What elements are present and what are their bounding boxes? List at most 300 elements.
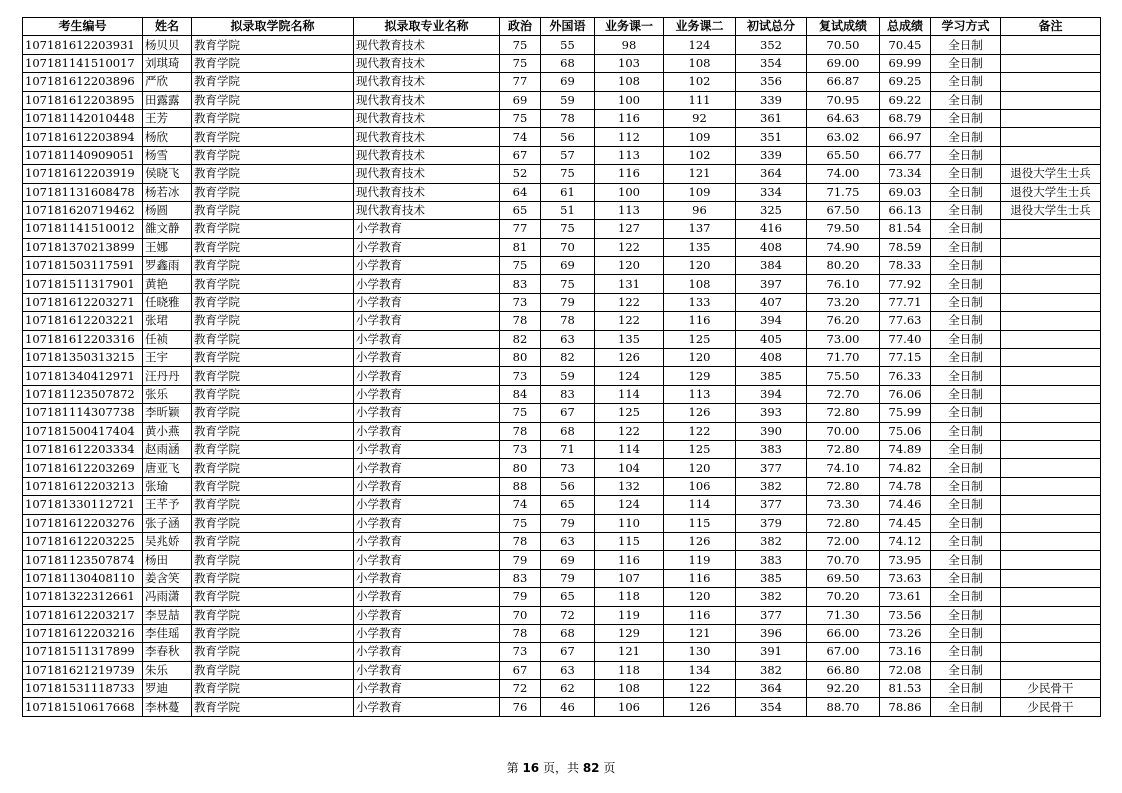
table-cell: 104	[595, 459, 664, 477]
table-cell: 122	[664, 422, 736, 440]
table-cell: 小学教育	[354, 275, 500, 293]
table-cell: 教育学院	[192, 643, 354, 661]
table-cell: 小学教育	[354, 440, 500, 458]
table-cell: 72.80	[807, 477, 880, 495]
table-cell: 71.30	[807, 606, 880, 624]
table-row	[23, 220, 1101, 238]
table-cell: 382	[736, 661, 807, 679]
header-cell: 业务课二	[664, 18, 736, 36]
table-cell: 现代教育技术	[354, 165, 500, 183]
table-cell: 56	[541, 128, 595, 146]
table-cell: 106	[595, 698, 664, 716]
table-cell: 377	[736, 496, 807, 514]
table-cell: 赵雨涵	[143, 440, 192, 458]
table-cell: 75.06	[880, 422, 931, 440]
table-cell: 396	[736, 624, 807, 642]
table-cell: 严欣	[143, 73, 192, 91]
table-cell: 122	[664, 680, 736, 698]
table-cell: 111	[664, 91, 736, 109]
table-cell: 75	[500, 404, 541, 422]
table-cell: 107181330112721	[23, 496, 143, 514]
table-cell: 68	[541, 54, 595, 72]
table-cell: 377	[736, 459, 807, 477]
table-cell: 74.89	[880, 440, 931, 458]
table-cell	[1001, 275, 1101, 293]
table-cell: 小学教育	[354, 459, 500, 477]
table-cell: 107181620719462	[23, 201, 143, 219]
table-cell: 394	[736, 312, 807, 330]
table-cell: 李佳瑶	[143, 624, 192, 642]
table-cell: 田露露	[143, 91, 192, 109]
table-cell	[1001, 569, 1101, 587]
table-cell: 107181612203894	[23, 128, 143, 146]
table-cell: 小学教育	[354, 330, 500, 348]
table-cell: 107181510617668	[23, 698, 143, 716]
table-cell: 现代教育技术	[354, 73, 500, 91]
table-cell: 65.50	[807, 146, 880, 164]
table-cell: 教育学院	[192, 91, 354, 109]
table-cell: 小学教育	[354, 293, 500, 311]
table-cell: 78.59	[880, 238, 931, 256]
table-cell: 103	[595, 54, 664, 72]
table-cell: 69.99	[880, 54, 931, 72]
table-cell: 361	[736, 109, 807, 127]
table-cell: 全日制	[931, 183, 1001, 201]
table-cell: 全日制	[931, 385, 1001, 403]
table-cell: 教育学院	[192, 36, 354, 54]
table-cell: 70.00	[807, 422, 880, 440]
table-cell: 126	[595, 349, 664, 367]
table-cell: 杨圆	[143, 201, 192, 219]
table-cell: 107181612203269	[23, 459, 143, 477]
table-cell: 全日制	[931, 551, 1001, 569]
table-cell: 385	[736, 569, 807, 587]
table-cell: 教育学院	[192, 440, 354, 458]
table-row	[23, 385, 1101, 403]
table-cell: 教育学院	[192, 146, 354, 164]
table-cell: 334	[736, 183, 807, 201]
table-cell	[1001, 661, 1101, 679]
table-cell: 73.63	[880, 569, 931, 587]
table-cell: 65	[500, 201, 541, 219]
table-cell: 全日制	[931, 201, 1001, 219]
table-cell: 384	[736, 257, 807, 275]
table-cell: 109	[664, 128, 736, 146]
table-row	[23, 532, 1101, 550]
table-cell: 全日制	[931, 367, 1001, 385]
table-cell: 72.08	[880, 661, 931, 679]
table-cell: 79	[541, 514, 595, 532]
table-cell: 全日制	[931, 680, 1001, 698]
table-cell: 125	[664, 440, 736, 458]
table-cell: 王宇	[143, 349, 192, 367]
table-cell: 116	[595, 165, 664, 183]
table-cell	[1001, 128, 1101, 146]
table-cell: 唐亚飞	[143, 459, 192, 477]
table-cell: 107181114307738	[23, 404, 143, 422]
table-cell: 390	[736, 422, 807, 440]
header-cell: 总成绩	[880, 18, 931, 36]
table-cell: 72.70	[807, 385, 880, 403]
table-cell: 教育学院	[192, 312, 354, 330]
table-cell: 74.12	[880, 532, 931, 550]
table-cell: 教育学院	[192, 293, 354, 311]
table-cell: 小学教育	[354, 569, 500, 587]
table-cell	[1001, 257, 1101, 275]
table-row	[23, 477, 1101, 495]
table-cell: 92	[664, 109, 736, 127]
table-cell	[1001, 220, 1101, 238]
table-row	[23, 330, 1101, 348]
table-cell: 小学教育	[354, 385, 500, 403]
table-cell: 76.33	[880, 367, 931, 385]
table-cell: 63.02	[807, 128, 880, 146]
table-cell: 407	[736, 293, 807, 311]
table-cell: 107181142010448	[23, 109, 143, 127]
table-cell	[1001, 109, 1101, 127]
table-cell: 107181612203216	[23, 624, 143, 642]
table-cell: 小学教育	[354, 367, 500, 385]
table-cell: 73.00	[807, 330, 880, 348]
table-cell: 教育学院	[192, 422, 354, 440]
table-cell: 115	[595, 532, 664, 550]
table-cell	[1001, 367, 1101, 385]
table-cell: 小学教育	[354, 220, 500, 238]
table-cell: 416	[736, 220, 807, 238]
table-cell: 107181500417404	[23, 422, 143, 440]
footer-prefix: 第	[506, 761, 519, 775]
table-cell: 杨田	[143, 551, 192, 569]
table-cell: 55	[541, 36, 595, 54]
table-cell: 全日制	[931, 606, 1001, 624]
table-cell: 杨雪	[143, 146, 192, 164]
table-cell: 75	[500, 109, 541, 127]
table-cell	[1001, 440, 1101, 458]
table-cell: 小学教育	[354, 661, 500, 679]
table-cell: 107181612203217	[23, 606, 143, 624]
table-cell: 教育学院	[192, 588, 354, 606]
table-cell	[1001, 238, 1101, 256]
table-cell: 68	[541, 624, 595, 642]
table-cell: 78	[500, 532, 541, 550]
table-row	[23, 201, 1101, 219]
table-cell: 106	[664, 477, 736, 495]
table-cell: 全日制	[931, 91, 1001, 109]
table-cell: 83	[500, 569, 541, 587]
table-row	[23, 238, 1101, 256]
table-cell: 74.78	[880, 477, 931, 495]
table-cell: 75.99	[880, 404, 931, 422]
table-row	[23, 36, 1101, 54]
table-cell: 王娜	[143, 238, 192, 256]
table-cell: 133	[664, 293, 736, 311]
table-cell: 72.80	[807, 514, 880, 532]
table-cell: 354	[736, 54, 807, 72]
table-cell: 397	[736, 275, 807, 293]
table-cell: 教育学院	[192, 128, 354, 146]
table-cell: 全日制	[931, 146, 1001, 164]
table-cell: 教育学院	[192, 459, 354, 477]
table-cell: 68	[541, 422, 595, 440]
admission-table	[22, 17, 1101, 717]
table-cell: 120	[664, 257, 736, 275]
header-cell: 外国语	[541, 18, 595, 36]
table-cell: 全日制	[931, 36, 1001, 54]
table-cell: 74.45	[880, 514, 931, 532]
table-cell: 107181612203221	[23, 312, 143, 330]
table-cell: 现代教育技术	[354, 54, 500, 72]
table-cell: 80.20	[807, 257, 880, 275]
table-cell: 73.30	[807, 496, 880, 514]
table-cell: 107181322312661	[23, 588, 143, 606]
table-cell: 107181140909051	[23, 146, 143, 164]
table-cell: 65	[541, 588, 595, 606]
table-cell: 121	[664, 624, 736, 642]
table-cell: 52	[500, 165, 541, 183]
table-cell: 75	[500, 54, 541, 72]
table-cell: 56	[541, 477, 595, 495]
table-cell: 小学教育	[354, 624, 500, 642]
table-row	[23, 698, 1101, 716]
header-cell: 拟录取学院名称	[192, 18, 354, 36]
table-cell	[1001, 73, 1101, 91]
table-cell: 教育学院	[192, 330, 354, 348]
table-cell: 107181130408110	[23, 569, 143, 587]
table-row	[23, 588, 1101, 606]
table-cell: 107181612203225	[23, 532, 143, 550]
table-cell: 小学教育	[354, 514, 500, 532]
table-row	[23, 257, 1101, 275]
table-cell: 教育学院	[192, 220, 354, 238]
table-cell: 107181531118733	[23, 680, 143, 698]
table-cell: 李昕颖	[143, 404, 192, 422]
table-cell: 108	[595, 680, 664, 698]
footer-middle: 页，共	[542, 761, 579, 775]
table-cell: 356	[736, 73, 807, 91]
table-cell: 383	[736, 551, 807, 569]
table-cell: 侯晓飞	[143, 165, 192, 183]
table-cell: 385	[736, 367, 807, 385]
table-cell: 69	[541, 257, 595, 275]
table-cell: 小学教育	[354, 257, 500, 275]
table-cell: 80	[500, 349, 541, 367]
table-cell: 126	[664, 698, 736, 716]
table-cell: 退役大学生士兵	[1001, 201, 1101, 219]
table-cell: 全日制	[931, 109, 1001, 127]
table-cell: 杨欣	[143, 128, 192, 146]
table-cell: 391	[736, 643, 807, 661]
table-cell: 107181612203896	[23, 73, 143, 91]
table-row	[23, 624, 1101, 642]
table-cell: 51	[541, 201, 595, 219]
table-cell: 72	[541, 606, 595, 624]
table-row	[23, 54, 1101, 72]
table-cell: 全日制	[931, 569, 1001, 587]
table-cell: 74.90	[807, 238, 880, 256]
table-cell: 69.03	[880, 183, 931, 201]
table-cell: 114	[595, 440, 664, 458]
table-cell: 78	[541, 109, 595, 127]
table-cell: 全日制	[931, 349, 1001, 367]
table-cell: 78.86	[880, 698, 931, 716]
table-cell: 110	[595, 514, 664, 532]
table-cell: 76.20	[807, 312, 880, 330]
table-cell: 67	[541, 643, 595, 661]
table-cell: 教育学院	[192, 275, 354, 293]
table-cell: 113	[595, 201, 664, 219]
table-cell: 135	[595, 330, 664, 348]
table-cell: 70.50	[807, 36, 880, 54]
table-cell: 112	[595, 128, 664, 146]
table-cell: 116	[664, 606, 736, 624]
table-cell: 394	[736, 385, 807, 403]
table-cell: 王芊予	[143, 496, 192, 514]
table-cell: 107181503117591	[23, 257, 143, 275]
table-cell: 现代教育技术	[354, 109, 500, 127]
table-cell: 405	[736, 330, 807, 348]
table-row	[23, 109, 1101, 127]
table-cell: 67	[541, 404, 595, 422]
table-cell: 124	[664, 36, 736, 54]
table-cell: 120	[595, 257, 664, 275]
table-cell: 77	[500, 220, 541, 238]
table-cell: 69.50	[807, 569, 880, 587]
table-cell: 杨若冰	[143, 183, 192, 201]
table-cell: 124	[595, 496, 664, 514]
table-cell: 61	[541, 183, 595, 201]
table-cell: 66.13	[880, 201, 931, 219]
table-cell: 黄艳	[143, 275, 192, 293]
table-cell: 125	[664, 330, 736, 348]
header-cell: 备注	[1001, 18, 1101, 36]
table-cell: 116	[595, 551, 664, 569]
table-cell: 126	[664, 532, 736, 550]
table-cell: 教育学院	[192, 569, 354, 587]
table-cell	[1001, 624, 1101, 642]
table-cell: 83	[500, 275, 541, 293]
table-row	[23, 349, 1101, 367]
table-cell: 教育学院	[192, 165, 354, 183]
table-cell: 小学教育	[354, 532, 500, 550]
table-cell: 全日制	[931, 496, 1001, 514]
table-cell: 全日制	[931, 54, 1001, 72]
table-cell: 114	[664, 496, 736, 514]
table-cell: 79	[500, 551, 541, 569]
table-row	[23, 422, 1101, 440]
table-cell: 107181123507874	[23, 551, 143, 569]
table-header-row	[23, 18, 1101, 36]
page-footer	[0, 759, 1122, 776]
table-cell: 教育学院	[192, 367, 354, 385]
table-cell: 78.33	[880, 257, 931, 275]
table-cell: 小学教育	[354, 312, 500, 330]
table-cell: 教育学院	[192, 54, 354, 72]
table-cell: 107181123507872	[23, 385, 143, 403]
table-cell: 小学教育	[354, 238, 500, 256]
table-cell: 张瑜	[143, 477, 192, 495]
table-cell: 教育学院	[192, 680, 354, 698]
table-cell: 教育学院	[192, 532, 354, 550]
table-cell: 107181511317901	[23, 275, 143, 293]
table-cell: 教育学院	[192, 624, 354, 642]
table-cell: 66.80	[807, 661, 880, 679]
table-cell: 72.00	[807, 532, 880, 550]
table-cell: 教育学院	[192, 477, 354, 495]
table-cell: 135	[664, 238, 736, 256]
table-cell: 教育学院	[192, 183, 354, 201]
table-cell	[1001, 496, 1101, 514]
table-cell: 74	[500, 128, 541, 146]
header-cell: 政治	[500, 18, 541, 36]
footer-suffix: 页	[603, 761, 616, 775]
table-cell: 全日制	[931, 532, 1001, 550]
table-cell: 69.22	[880, 91, 931, 109]
table-cell: 57	[541, 146, 595, 164]
header-cell: 拟录取专业名称	[354, 18, 500, 36]
table-cell: 少民骨干	[1001, 680, 1101, 698]
table-cell: 69	[541, 551, 595, 569]
table-cell: 75	[500, 36, 541, 54]
table-cell: 77.40	[880, 330, 931, 348]
table-cell: 382	[736, 477, 807, 495]
table-cell: 小学教育	[354, 477, 500, 495]
table-cell: 教育学院	[192, 551, 354, 569]
table-cell: 107181141510012	[23, 220, 143, 238]
table-cell	[1001, 477, 1101, 495]
table-row	[23, 459, 1101, 477]
footer-page-number: 16	[522, 761, 540, 775]
table-cell: 64.63	[807, 109, 880, 127]
table-cell: 教育学院	[192, 496, 354, 514]
table-cell: 教育学院	[192, 109, 354, 127]
table-cell: 74.00	[807, 165, 880, 183]
table-cell: 107	[595, 569, 664, 587]
table-body	[23, 36, 1101, 716]
table-cell: 88.70	[807, 698, 880, 716]
table-row	[23, 312, 1101, 330]
table-cell: 63	[541, 532, 595, 550]
table-row	[23, 606, 1101, 624]
table-cell	[1001, 330, 1101, 348]
table-cell: 122	[595, 312, 664, 330]
table-row	[23, 367, 1101, 385]
table-cell: 朱乐	[143, 661, 192, 679]
header-cell: 初试总分	[736, 18, 807, 36]
table-cell: 63	[541, 330, 595, 348]
table-cell: 73	[500, 440, 541, 458]
table-cell: 121	[595, 643, 664, 661]
table-cell: 李春秋	[143, 643, 192, 661]
table-cell: 小学教育	[354, 551, 500, 569]
table-cell	[1001, 385, 1101, 403]
table-cell: 张乐	[143, 385, 192, 403]
table-cell: 教育学院	[192, 606, 354, 624]
table-cell: 393	[736, 404, 807, 422]
table-cell: 64	[500, 183, 541, 201]
table-cell: 72.80	[807, 440, 880, 458]
header-cell: 学习方式	[931, 18, 1001, 36]
table-cell: 46	[541, 698, 595, 716]
table-row	[23, 73, 1101, 91]
table-cell: 82	[541, 349, 595, 367]
table-cell	[1001, 91, 1101, 109]
table-cell: 63	[541, 661, 595, 679]
table-cell: 70.20	[807, 588, 880, 606]
table-cell: 73	[541, 459, 595, 477]
table-cell: 全日制	[931, 275, 1001, 293]
table-cell: 70.95	[807, 91, 880, 109]
table-cell: 全日制	[931, 312, 1001, 330]
